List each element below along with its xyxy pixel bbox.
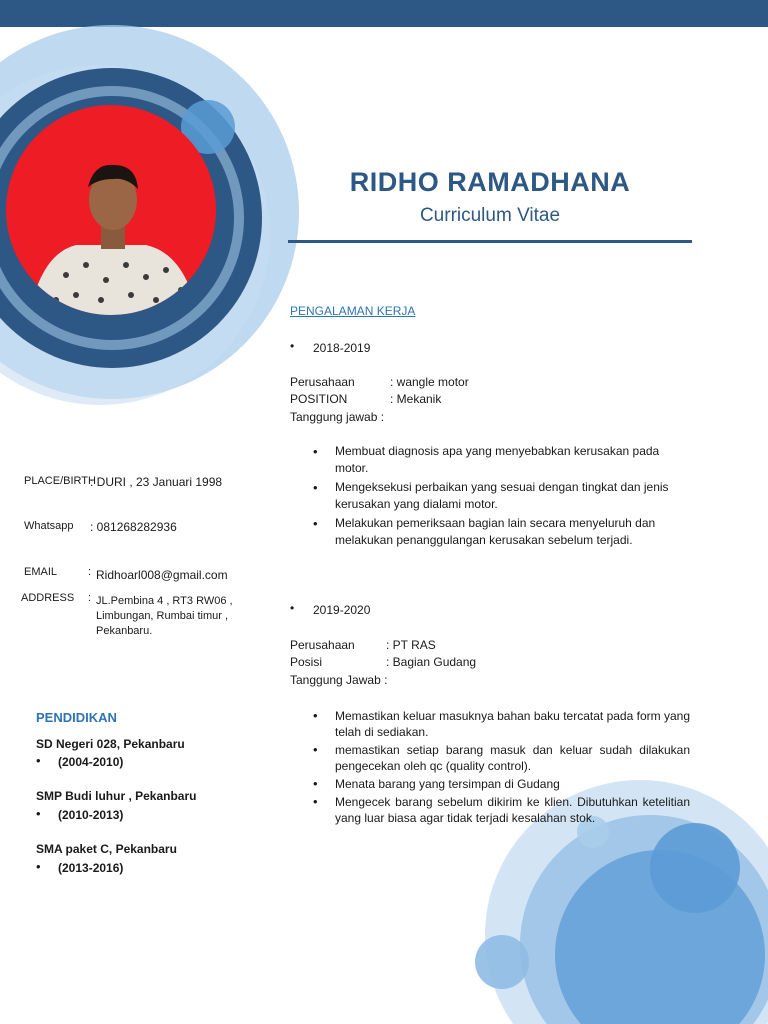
job-1-position-label: POSITION: [290, 392, 348, 406]
job-2-period: 2019-2020: [313, 603, 371, 617]
education-years-1: (2004-2010): [58, 755, 124, 769]
education-school-1: SD Negeri 028, Pekanbaru: [36, 737, 185, 751]
job-2-position-label: Posisi: [290, 655, 323, 669]
title-divider: [288, 240, 692, 243]
address-value: JL.Pembina 4 , RT3 RW06 , Limbungan, Rumbai timur , Pekanbaru.: [96, 595, 233, 637]
job-1-company-value: : wangle motor: [390, 375, 469, 389]
whatsapp-value: : 081268282936: [90, 520, 177, 534]
document-subtitle: Curriculum Vitae: [419, 205, 561, 226]
education-school-2: SMP Budi luhur , Pekanbaru: [36, 789, 197, 803]
job-1-duties: [335, 443, 685, 551]
candidate-name: RIDHO RAMADHANA: [349, 167, 631, 197]
education-years-2: (2010-2013): [58, 808, 124, 822]
list-item: • Memastikan keluar masuknya bahan baku tercatat pada form yang telah di sediakan.: [335, 708, 690, 740]
education-bullet-3: •: [36, 859, 41, 874]
job-1-position-value: : Mekanik: [390, 392, 442, 406]
list-item: • memastikan setiap barang masuk dan keluar sudah dilakukan pengecekan oleh qc (quality control).: [335, 742, 690, 774]
email-value[interactable]: Ridhoarl008@gmail.com: [96, 568, 228, 582]
person-silhouette-icon: [6, 105, 216, 315]
list-item: • Melakukan pemeriksaan bagian lain secara menyeluruh dan melakukan penanggulangan kerusakan sebelum terjadi.: [335, 515, 685, 549]
job-2-company-label: Perusahaan: [290, 638, 355, 652]
place-birth-value: : DURI , 23 Januari 1998: [90, 475, 223, 489]
job-1-company-label: Perusahaan: [290, 375, 355, 389]
list-item: • Menata barang yang tersimpan di Gudang: [335, 776, 690, 792]
job-1-bullet: •: [290, 339, 295, 353]
place-birth-label: PLACE/BIRTH: [24, 475, 96, 487]
experience-title: PENGALAMAN KERJA: [290, 304, 416, 318]
job-1-duty-label: Tanggung jawab :: [290, 410, 385, 424]
email-separator: :: [88, 566, 92, 578]
list-item: • Mengeksekusi perbaikan yang sesuai dengan tingkat dan jenis kerusakan yang dialami motor.: [335, 479, 685, 513]
address-label: ADDRESS: [21, 592, 75, 604]
email-label: EMAIL: [24, 566, 58, 578]
list-item: • Mengecek barang sebelum dikirim ke klien. Dibutuhkan ketelitian yang luar biasa agar tidak terjadi kesalahan stok.: [335, 794, 690, 826]
education-years-3: (2013-2016): [58, 861, 124, 875]
education-school-3: SMA paket C, Pekanbaru: [36, 842, 177, 856]
job-2-duties: [335, 708, 690, 828]
whatsapp-label: Whatsapp: [24, 520, 74, 532]
job-1-period: 2018-2019: [313, 341, 371, 355]
education-bullet-2: •: [36, 806, 41, 821]
education-title: PENDIDIKAN: [36, 710, 117, 725]
job-2-company-value: : PT RAS: [386, 638, 436, 652]
job-2-bullet: •: [290, 601, 295, 615]
list-item: • Membuat diagnosis apa yang menyebabkan kerusakan pada motor.: [335, 443, 685, 477]
job-2-position-value: : Bagian Gudang: [386, 655, 477, 669]
education-bullet-1: •: [36, 753, 41, 768]
profile-photo: [6, 105, 216, 315]
job-2-duty-label: Tanggung Jawab :: [290, 673, 388, 687]
address-separator: :: [88, 592, 92, 604]
